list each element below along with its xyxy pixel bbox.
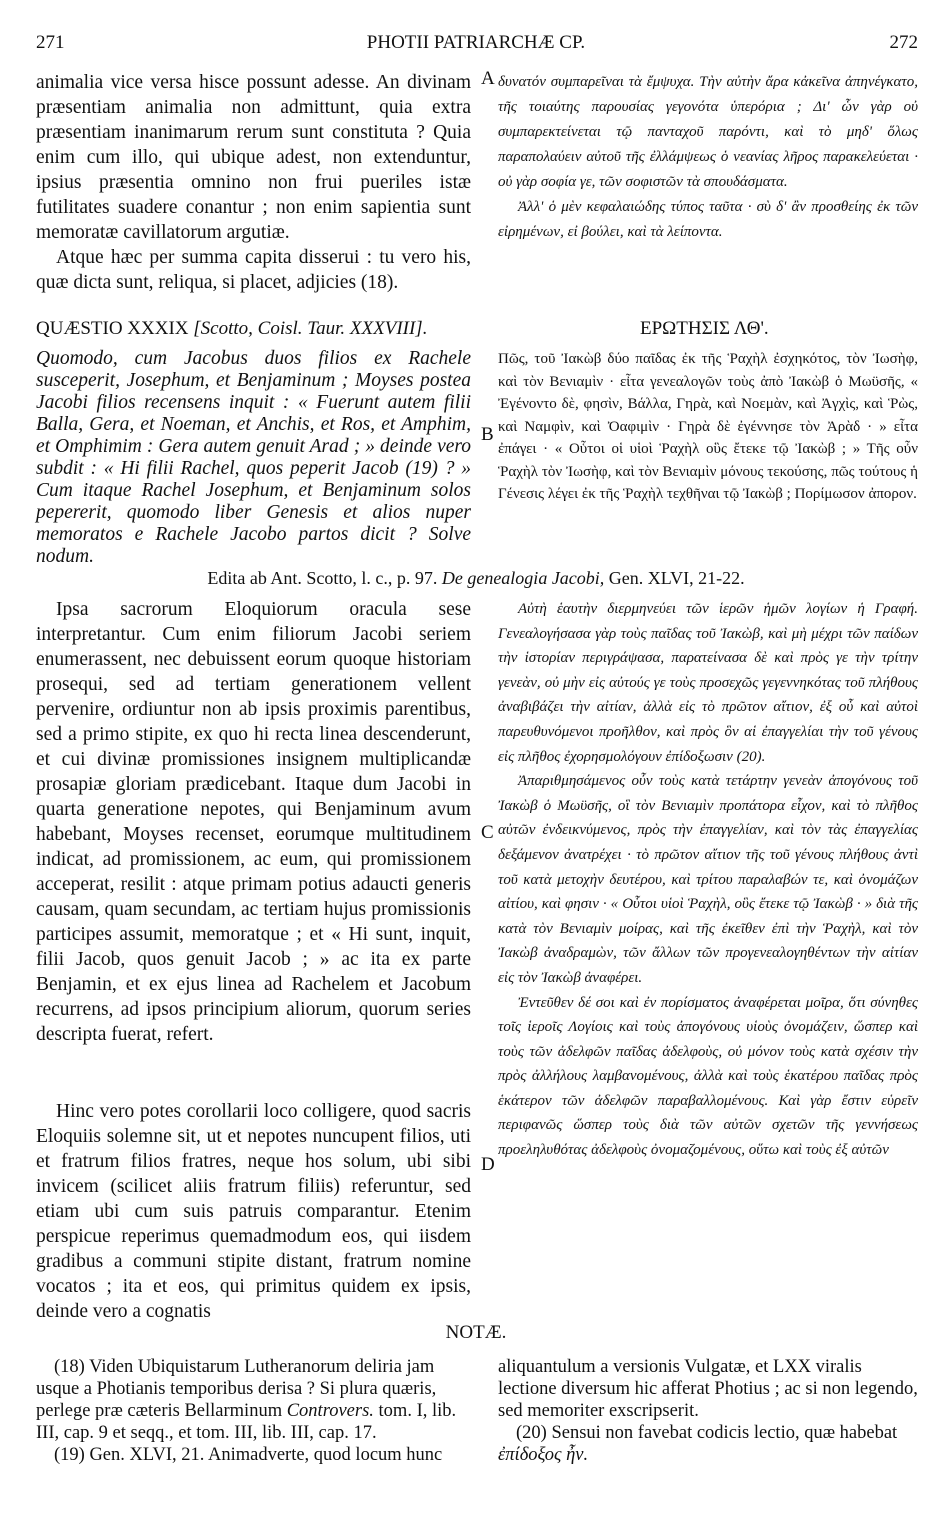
latin-paragraph: Hinc vero potes corollarii loco colligere, quod sacris Eloquiis solemne sit, ut et nepotes nuncupent filios, uti et fratrum filios fratres, neque hos solum, ubi sibi invicem (scilicet aliis fratrum filiis) referuntur, sed etiam ubi cum suis patruis comparantur. Etenim perspicue reperimus quemadmodum eos, qui iisdem gradibus a communi stipite distant, fratrum nomine vocatos ; ita et eos, qui primitus quidem ex ipsis, deinde vero a cognatis	[36, 1101, 471, 1322]
right-page-number: 272	[889, 32, 918, 53]
greek-question-text: Πῶς, τοῦ Ἰακὼβ δύο παῖδας ἐκ τῆς Ῥαχὴλ ἐσχηκότος, τὸν Ἰωσὴφ, καὶ τὸν Βενιαμὶν · εἶτα γενεαλογῶν τοὺς ἀπὸ Ἰακὼβ ὁ Μωϋσῆς, « Ἐγένοντο δὲ, φησὶν, Βάλλα, Γηρὰ, καὶ Νοεμὰν, καὶ Ἀγχὶς, καὶ Ῥὼς, καὶ Ναμφὶν, καὶ Ὀαφιμὶν · Γηρὰ δὲ ἐγέννησε τὸν Ἀρὰδ · » εἶτα ἐπάγει · « Οὗτοι οἱ υἱοὶ Ῥαχὴλ οὓς ἔτεκε τῷ Ἰακὼβ ; » Τῆς οὖν Ῥαχὴλ τὸν Ἰωσὴφ, καὶ τὸν Βενιαμὶν μόνους τεκούσης, πῶς τούτους ἡ Γένεσις λέγει ἐκ τῆς Ῥαχὴλ τεχθῆναι τῷ Ἰακὼβ ; Πορίμωσον ἀπορον.	[498, 351, 918, 502]
greek-section-2	[498, 597, 918, 1163]
greek-paragraph: δυνατόν συμπαρεῖναι τὰ ἔμψυχα. Τὴν αὐτὴν ἄρα κἀκεῖνα ἀπηνέγκατο, τῆς τοιαύτης παρουσίας γεγονότα ὑπερόρια ; Δι' ὧν γὰρ οὐ συμπαρεκτείνεται τῷ πανταχοῦ παρόντι, καὶ τὸ μηδ' ὅλως παραπολαύειν αὐτοῦ τῆς ἐλλάμψεως ὁ νεανίας λῆρος παρακελεύεται · οὐ γὰρ σοφία γε, τῶν σοφιστῶν τὰ σπουδάσματα.	[498, 74, 918, 190]
edition-note: Edita ab Ant. Scotto, l. c., p. 97. De genealogia Jacobi, Gen. XLVI, 21-22.	[207, 568, 745, 588]
greek-section-1	[498, 70, 918, 245]
latin-section-1	[36, 70, 471, 295]
note-19: (19) Gen. XLVI, 21. Animadverte, quod locum hunc	[54, 1445, 443, 1465]
latin-paragraph: Ipsa sacrorum Eloquiorum oracula sese interpretantur. Cum enim filiorum Jacobi seriem enumerassent, nec debuissent eorum quoque historiam prosequi, sed ad tertiam generationem vellent pervenire, ordiuntur non ab ipsis proximis parentibus, sed a primo stipite, ex quo hi recta linea descenderunt, et cui divinæ promissiones insignem multiplicandæ prosapiæ gloriam prædicebant. Itaque dum Jacobi in quarta generatione nepotes, qui Benjaminum avum habebant, Moyses recenset, eorumque multitudinem indicat, ad promissionem, ac eum, qui promissionem acceperat, resilit : atque primam potius adaucti generis causam, quam secundam, ac tertiam hujus promissionis participes assumit, memoratque ; et « Hi sunt, inquit, filii Jacob, quos genuit Jacob ; » ac ita ex parte Benjamin, et ex ejus linea ad Rachelem et Jacobum recurrens, ad ipsos principium aliorum, quorum series descripta fuerat, refert.	[36, 599, 471, 1045]
greek-question-title: ΕΡΩΤΗΣΙΣ ΛΘ'.	[640, 318, 769, 339]
greek-paragraph: Ἐντεῦθεν δέ σοι καὶ ἐν πορίσματος ἀναφέρεται μοῖρα, ὅτι σύνηθες τοῖς ἱεροῖς Λογίοις καὶ τοὺς ἀπογόνους υἱοὺς ὀνομάζειν, ὥσπερ καὶ τοὺς τῶν ἀδελφῶν παῖδας ἀδελφοὺς, οὐ μόνον τοὺς κατὰ σχέσιν τὴν πρὸς ἀλλήλους λαμβανομένους, ἀλλὰ καὶ τοὺς ἑκατέρου παῖδας πρὸς ἑκάτερον τῶν ἀδελφῶν παραβαλλομένους. Καὶ γὰρ ἔστιν εὑρεῖν περιφανῶς ὥσπερ τοὺς διὰ τῶν αὐτῶν σχετῶν τῆς γεννήσεως προεληλυθότας ἀδελφοὺς ὀνομαζομένους, οὕτω καὶ τοὺς ἐξ αὐτῶν	[498, 994, 918, 1159]
left-page-number: 271	[36, 32, 65, 53]
note-20: (20) Sensui non favebat codicis lectio, quæ habebat ἐπίδοξος ἦν.	[498, 1423, 898, 1465]
greek-paragraph: Αὐτὴ ἑαυτὴν διερμηνεύει τῶν ἱερῶν ἡμῶν λογίων ἡ Γραφή. Γενεαλογήσασα γὰρ τοὺς παῖδας τοῦ Ἰακὼβ, καὶ μὴ μέχρι τῶν παίδων τὴν ἱστορίαν περιγράψασα, παρατείνασα δὲ καὶ πρὸς γε τὴν τρίτην γενεὰν, οὐ μὴν εἰς αὐτούς γε τοὺς προσεχῶς γεγεννηκότας τοῦ πλήθους ἀναβιβάζει τὴν αἰτίαν, ἀλλὰ εἰς τὸ πρῶτον αἴτιον, ἐξ οὗ καὶ αὐτοὶ παρευθυνόμενοι προῆλθον, καὶ πρὸς ὃν αἱ ἐπαγγελίαι τὴν τοῦ γένους εἰς πλῆθος ἐχορησμολόγουν ἐπίδοξωσιν (20).	[498, 601, 918, 765]
margin-letter-d: D	[481, 1154, 495, 1175]
running-title: PHOTII PATRIARCHÆ CP.	[366, 32, 586, 53]
latin-paragraph: Atque hæc per summa capita disserui : tu vero his, quæ dicta sunt, reliqua, si placet, adjicies (18).	[36, 247, 471, 293]
latin-paragraph: animalia vice versa hisce possunt adesse. An divinam præsentiam animalia non admittunt, quia extra præsentiam inanimarum rerum sunt constituta ? Quia enim cum illo, qui ubique adest, non extenduntur, ipsius præsentia omnino non frui pueriles istæ futilitates suadere conantur ; non enim sapientia sunt memoratæ cavillatorum argutiæ.	[36, 72, 471, 243]
latin-section-2	[36, 597, 471, 1324]
notes-right-column	[498, 1356, 918, 1466]
margin-letter-c: C	[481, 822, 494, 843]
margin-letter-a: A	[481, 68, 495, 89]
note-19-continued: aliquantulum a versionis Vulgatæ, et LXX viralis lectione diversum hic afferat Photius ; ac si non legendo, sed memoriter exscripserit.	[498, 1357, 918, 1421]
note-18: (18) Viden Ubiquistarum Lutheranorum deliria jam usque a Photianis temporibus derisa ? Si plura quæris, perlege præ cæteris Bellarminum Controvers. tom. I, lib. III, cap. 9 et seqq., et tom. III, lib. III, cap. 17.	[36, 1357, 457, 1443]
greek-paragraph: Ἀπαριθμησάμενος οὖν τοὺς κατὰ τετάρτην γενεὰν ἀπογόνους τοῦ Ἰακὼβ ὁ Μωϋσῆς, οἳ τὸν Βενιαμὶν προπάτορα εἶχον, καὶ τὸ πλῆθος αὐτῶν ἐνδεικνύμενος, πρὸς τὴν ἐπαγγελίαν, καὶ τὸν τὰς ἐπαγγελίας δεξάμενον ἀνατρέχει · τὸ πρῶτον αἴτιον τῆς τοῦ γένους πλήθους ἀντὶ τοῦ κατὰ μετοχὴν δευτέρου, καὶ τρίτου παραλαβών τε, καὶ ὀνομάζων αἰτίου, καὶ φησιν · « Οὗτοι υἱοὶ Ῥαχὴλ, οὓς ἔτεκε τῷ Ἰακὼβ · » διὰ τῆς κατὰ τὸν Βενιαμὶν μοίρας, καὶ τῆς ἐκεῖθεν ἐπὶ τὴν Ῥαχὴλ, καὶ τὸν Ἰακὼβ ἀναδραμὼν, τῶν ἄλλων τῶν προγενεαλογηθέντων τὴν αἰτίαν εἰς τὸν Ἰακὼβ ἀναφέρει.	[498, 773, 918, 986]
latin-question-title: QUÆSTIO XXXIX [Scotto, Coisl. Taur. XXXVIII].	[36, 318, 428, 339]
latin-question-text: Quomodo, cum Jacobus duos filios ex Rachele susceperit, Josephum, et Benjaminum ; Moyses postea Jacobi filios recensens inquit : « Fuerunt autem filii Balla, Gera, et Noeman, et Anchis, et Ros, et Amphim, et Omphimim : Gera autem genuit Arad ; » deinde vero subdit : « Hi filii Rachel, quos peperit Jacob (19) ? » Cum itaque Rachel Josephum, et Benjaminum solos pepererit, quomodo liber Genesis et alios nuper memoratos e Rachele Jacobo partos dicit ? Solve nodum.	[36, 348, 471, 567]
margin-letter-b: B	[481, 424, 494, 445]
notes-title: NOTÆ.	[445, 1322, 507, 1343]
notes-left-column	[36, 1356, 471, 1466]
greek-paragraph: Ἀλλ' ὁ μὲν κεφαλαιώδης τύπος ταῦτα · σὺ δ' ἂν προσθείης ἐκ τῶν εἰρημένων, εἰ βούλει, καὶ τὰ λείποντα.	[498, 199, 918, 240]
